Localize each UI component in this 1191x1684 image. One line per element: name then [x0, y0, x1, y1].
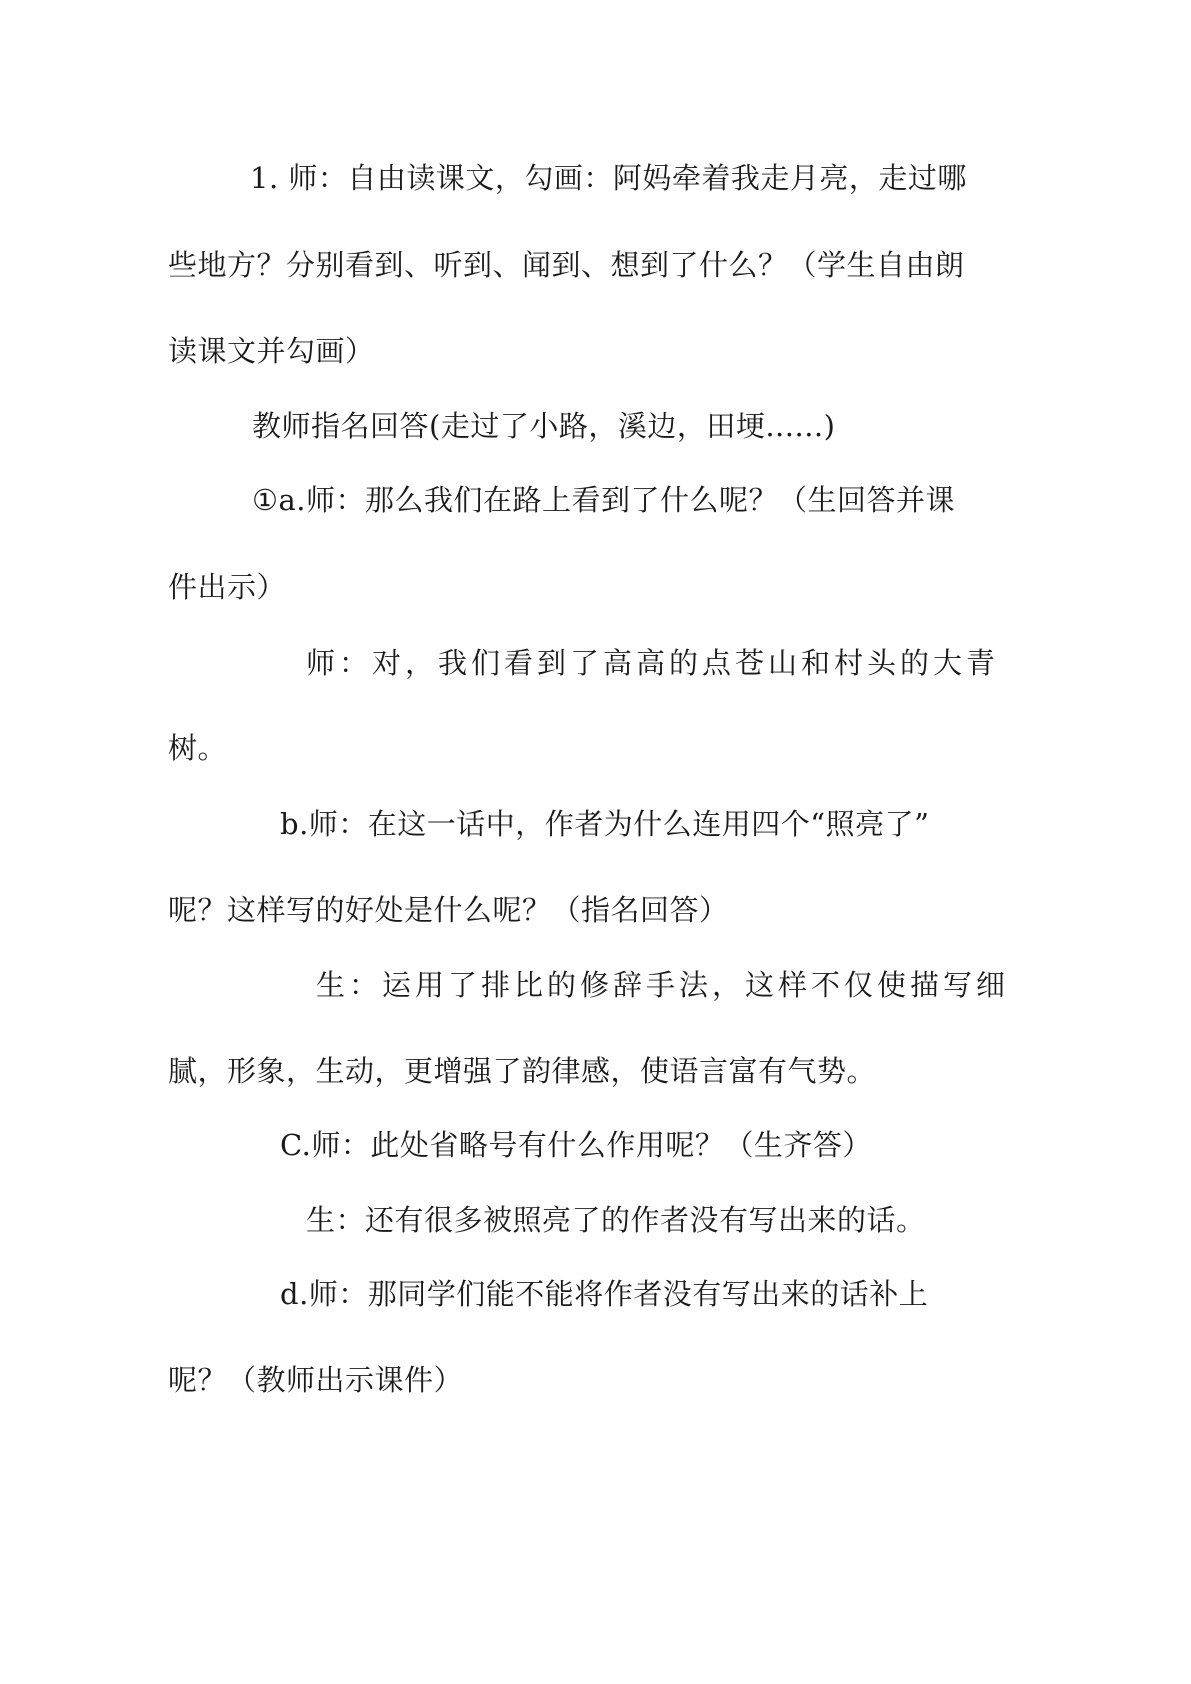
paragraph-1-line-1: 1. 师：自由读课文，勾画：阿妈牵着我走月亮，走过哪	[250, 161, 967, 195]
item-d-line-1: d.师：那同学们能不能将作者没有写出来的话补上	[280, 1277, 929, 1311]
teacher-prompt-line: 教师指名回答(走过了小路，溪边，田埂......)	[252, 409, 836, 443]
paragraph-1-line-2: 些地方？分别看到、听到、闻到、想到了什么？（学生自由朗	[168, 248, 965, 282]
item-b-line-1: b.师：在这一话中，作者为什么连用四个“照亮了”	[280, 807, 930, 841]
item-d-line-2: 呢？（教师出示课件）	[168, 1363, 464, 1397]
item-c-line: C.师：此处省略号有什么作用呢？（生齐答）	[280, 1128, 872, 1162]
student-answer-c-line: 生：还有很多被照亮了的作者没有写出来的话。	[306, 1203, 926, 1237]
teacher-answer-line-1: 师：对，我们看到了高高的点苍山和村头的大青	[306, 646, 1000, 680]
student-answer-b-line-2: 腻，形象，生动，更增强了韵律感，使语言富有气势。	[168, 1054, 877, 1088]
paragraph-1-line-3: 读课文并勾画）	[168, 334, 375, 368]
teacher-answer-line-2: 树。	[168, 731, 228, 765]
student-answer-b-line-1: 生：运用了排比的修辞手法，这样不仅使描写细	[316, 968, 1010, 1002]
item-a-line-1: ①a.师：那么我们在路上看到了什么呢？（生回答并课	[252, 483, 956, 517]
item-a-line-2: 件出示）	[168, 570, 287, 604]
item-b-line-2: 呢？这样写的好处是什么呢？（指名回答）	[168, 893, 729, 927]
